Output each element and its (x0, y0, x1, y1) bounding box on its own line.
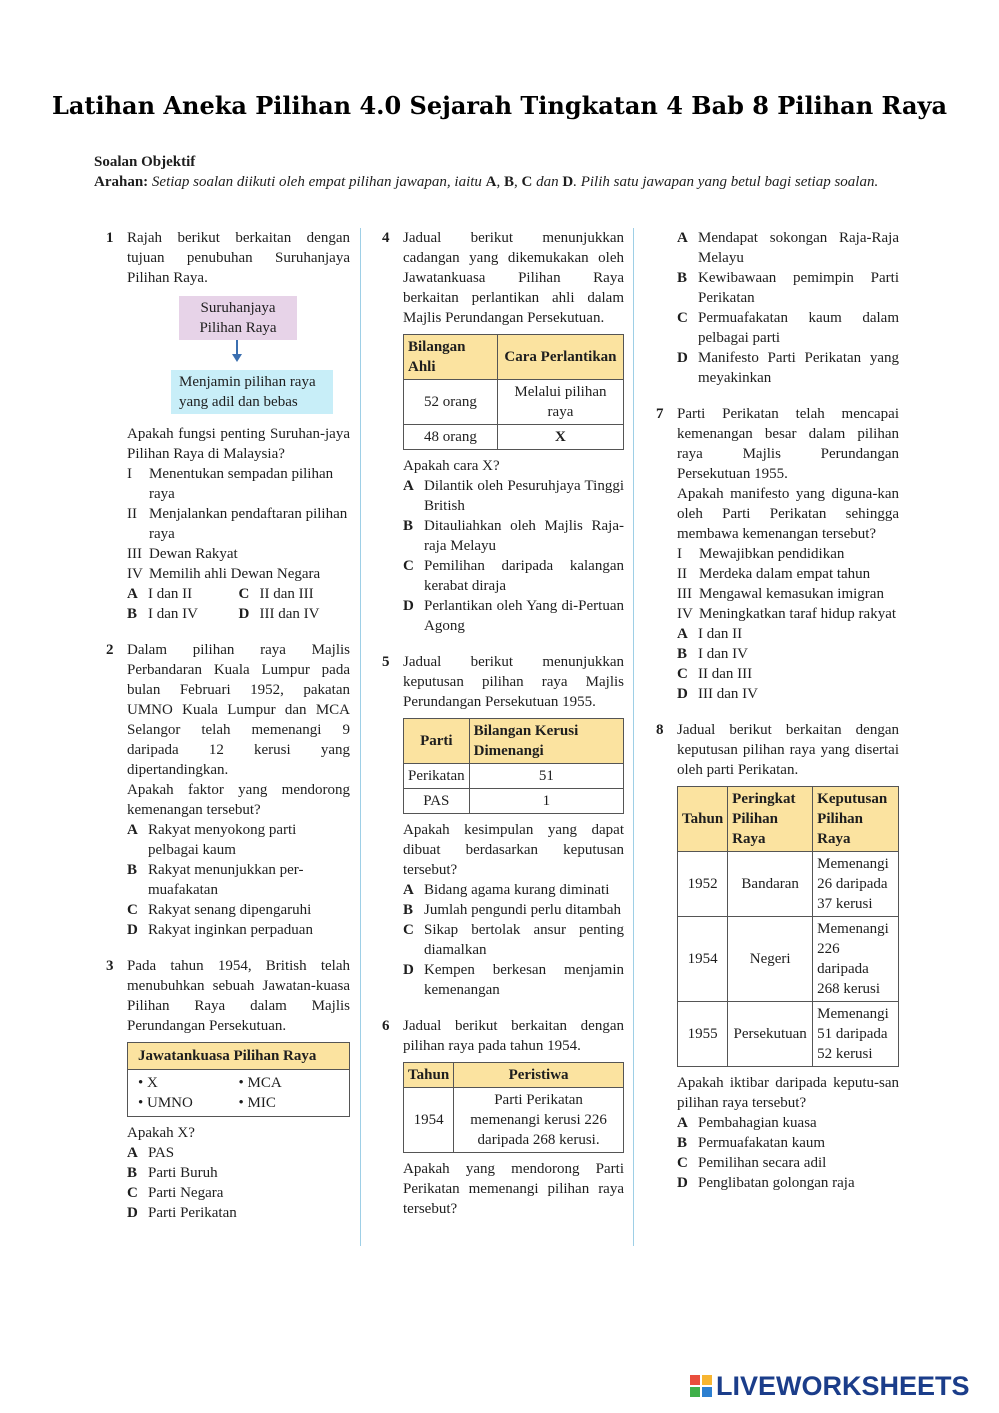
question-7 (656, 404, 899, 704)
statement: II Menjalankan pendaftaran pilihan raya (127, 506, 348, 542)
question-stem: Rajah berikut berkaitan dengan tujuan penubuhan Suruhanjaya Pilihan Raya. (127, 230, 350, 286)
column-3 (656, 228, 899, 1209)
question-ask: Apakah kesimpulan yang dapat dibuat berdasarkan keputusan tersebut? (403, 822, 624, 878)
question-number: 4 (382, 230, 390, 246)
option-b[interactable]: B Kewibawaan pemimpin Parti Perikatan (677, 270, 899, 306)
option-b[interactable]: B I dan IV (127, 606, 198, 622)
table-row: 1954 Negeri Memenangi 226 daripada 268 kerusi (678, 917, 899, 1002)
option-a[interactable]: A Dilantik oleh Pesuruhjaya Tinggi British (403, 478, 624, 514)
instruction-letter-d: D (562, 174, 574, 190)
question-number: 8 (656, 722, 664, 738)
instruction-letter-a: A (485, 174, 497, 190)
table-row: PAS 1 (404, 789, 624, 814)
question-2 (106, 640, 350, 940)
option-d[interactable]: D Parti Perikatan (127, 1205, 237, 1221)
question-1 (106, 228, 350, 624)
question-number: 2 (106, 642, 114, 658)
table-row: Perikatan 51 (404, 764, 624, 789)
option-d[interactable]: D Kempen berkesan menjamin kemenangan (403, 962, 624, 998)
statement: I Menentukan sempadan pilihan raya (127, 466, 334, 502)
question-number: 5 (382, 654, 390, 670)
instruction-letter-c: C (521, 174, 533, 190)
option-b[interactable]: B Jumlah pengundi perlu ditambah (403, 902, 622, 918)
instructions (94, 152, 900, 192)
option-a[interactable]: A Mendapat sokongan Raja-Raja Melayu (677, 230, 899, 266)
question-stem: Dalam pilihan raya Majlis Perbandaran Kuala Lumpur pada bulan Februari 1952, pakatan UMNO Kuala Lumpur dan MCA Selangor telah memenangi 9 daripada 12 kerusi yang dipertandingkan. (127, 642, 350, 778)
question-ask: Apakah manifesto yang diguna-kan oleh Parti Perikatan sehingga membawa kemenangan tersebut? (677, 486, 899, 542)
option-a[interactable]: A Rakyat menyokong parti pelbagai kaum (127, 822, 297, 858)
question-number: 3 (106, 958, 114, 974)
instruction-part-1: Setiap soalan diikuti oleh empat pilihan jawapan, iaitu (151, 174, 482, 190)
table-header: Peringkat Pilihan Raya (728, 787, 813, 852)
option-c[interactable]: C Pemilihan daripada kalangan kerabat diraja (403, 558, 624, 594)
option-a[interactable]: A I dan II (677, 626, 743, 642)
table-header: Bilangan Ahli (404, 335, 498, 380)
arrow-down-icon (227, 340, 247, 364)
instruction-label: Arahan: (94, 174, 149, 190)
question-5 (382, 652, 624, 1000)
option-c[interactable]: C Parti Negara (127, 1185, 224, 1201)
table-header: Cara Perlantikan (497, 335, 623, 380)
question-6 (382, 1016, 624, 1219)
committee-box (127, 1042, 350, 1117)
column-divider (633, 228, 634, 1246)
question-stem: Jadual berikut berkaitan dengan keputusan pilihan raya yang disertai oleh parti Perikatan. (677, 722, 899, 778)
option-a[interactable]: A PAS (127, 1145, 175, 1161)
question-ask: Apakah faktor yang mendorong kemenangan tersebut? (127, 782, 350, 818)
option-b[interactable]: B Parti Buruh (127, 1165, 218, 1181)
diagram (127, 296, 350, 414)
question-ask: Apakah yang mendorong Parti Perikatan memenangi pilihan raya tersebut? (403, 1161, 624, 1217)
table-row: 1954 Parti Perikatan memenangi kerusi 226 daripada 268 kerusi. (404, 1088, 624, 1153)
committee-item: • MCA (238, 1075, 282, 1091)
option-d[interactable]: D Penglibatan golongan raja (677, 1175, 855, 1191)
diagram-box-purpose: Menjamin pilihan raya yang adil dan bebas (171, 370, 333, 414)
question-number: 6 (382, 1018, 390, 1034)
instruction-letter-b: B (504, 174, 515, 190)
statement: I Mewajibkan pendidikan (677, 546, 845, 562)
question-6-options (656, 228, 899, 388)
table-row: 48 orang X (404, 425, 624, 450)
option-c[interactable]: C Rakyat senang dipengaruhi (127, 902, 312, 918)
table-header: Tahun (678, 787, 728, 852)
logo-text: LIVEWORKSHEETS (716, 1371, 970, 1401)
option-d[interactable]: D Perlantikan oleh Yang di-Pertuan Agong (403, 598, 624, 634)
option-c[interactable]: C II dan III (677, 666, 753, 682)
table-header: Keputusan Pilihan Raya (813, 787, 899, 852)
question-stem: Jadual berikut berkaitan dengan pilihan raya pada tahun 1954. (403, 1018, 624, 1054)
option-d[interactable]: D III dan IV (677, 686, 758, 702)
question-number: 7 (656, 406, 664, 422)
question-4 (382, 228, 624, 636)
instruction-text: Arahan: Setiap soalan diikuti oleh empat pilihan jawapan, iaitu A, B, C dan D. Pilih satu jawapan yang betul bagi setiap soalan. (94, 174, 879, 190)
committee-item: • X (138, 1075, 158, 1091)
option-a[interactable]: A Pembahagian kuasa (677, 1115, 817, 1131)
statement: IV Meningkatkan taraf hidup rakyat (677, 606, 897, 622)
question-ask: Apakah X? (127, 1125, 195, 1141)
results-table (403, 718, 624, 814)
instruction-part-2: . Pilih satu jawapan yang betul bagi setiap soalan. (573, 174, 879, 190)
option-d[interactable]: D Manifesto Parti Perikatan yang meyakinkan (677, 350, 899, 386)
section-heading: Soalan Objektif (94, 154, 196, 170)
question-stem: Jadual berikut menunjukkan keputusan pilihan raya Majlis Perundangan Persekutuan 1955. (403, 654, 624, 710)
option-c[interactable]: C Pemilihan secara adil (677, 1155, 827, 1171)
committee-item: • MIC (238, 1095, 276, 1111)
column-1 (106, 228, 350, 1239)
instruction-and: dan (536, 174, 559, 190)
table-header: Bilangan Kerusi Dimenangi (469, 719, 623, 764)
table-row: 52 orang Melalui pilihan raya (404, 380, 624, 425)
option-d[interactable]: D Rakyat inginkan perpaduan (127, 922, 313, 938)
question-ask: Apakah fungsi penting Suruhan-jaya Pilihan Raya di Malaysia? (127, 426, 350, 462)
appointment-table (403, 334, 624, 450)
committee-box-title: Jawatankuasa Pilihan Raya (128, 1043, 349, 1070)
question-8 (656, 720, 899, 1193)
table-header: Parti (404, 719, 470, 764)
option-c[interactable]: C Permuafakatan kaum dalam pelbagai parti (677, 310, 899, 346)
liveworksheets-logo (690, 1371, 970, 1401)
statement: II Merdeka dalam empat tahun (677, 566, 871, 582)
election-results-table (677, 786, 899, 1067)
option-b[interactable]: B I dan IV (677, 646, 748, 662)
question-ask: Apakah iktibar daripada keputu-san pilihan raya tersebut? (677, 1075, 899, 1111)
option-a[interactable]: A I dan II (127, 586, 193, 602)
option-b[interactable]: B Ditauliahkan oleh Majlis Raja-raja Melayu (403, 518, 624, 554)
option-c[interactable]: C Sikap bertolak ansur penting diamalkan (403, 922, 624, 958)
statement: IV Memilih ahli Dewan Negara (127, 566, 321, 582)
event-table (403, 1062, 624, 1153)
statement: III Mengawal kemasukan imigran (677, 586, 884, 602)
option-a[interactable]: A Bidang agama kurang diminati (403, 882, 610, 898)
question-stem: Pada tahun 1954, British telah menubuhkan sebuah Jawatan-kuasa Pilihan Raya dalam Majlis Perundangan Persekutuan. (127, 958, 350, 1034)
question-stem: Parti Perikatan telah mencapai kemenangan besar dalam pilihan raya Majlis Perundangan Persekutuan 1955. (677, 406, 899, 482)
statement: III Dewan Rakyat (127, 546, 238, 562)
column-2 (382, 228, 624, 1235)
question-ask: Apakah cara X? (403, 458, 500, 474)
column-divider (360, 228, 361, 1246)
option-c[interactable]: C II dan III (238, 586, 314, 602)
table-row: 1955 Persekutuan Memenangi 51 daripada 52 kerusi (678, 1002, 899, 1067)
question-3 (106, 956, 350, 1223)
logo-icon (690, 1375, 712, 1397)
question-number: 1 (106, 230, 114, 246)
option-b[interactable]: B Rakyat menunjukkan per-muafakatan (127, 862, 304, 898)
option-b[interactable]: B Permuafakatan kaum (677, 1135, 826, 1151)
table-header: Tahun (404, 1063, 454, 1088)
table-header: Peristiwa (454, 1063, 624, 1088)
diagram-box-commission: Suruhanjaya Pilihan Raya (179, 296, 297, 340)
question-stem: Jadual berikut menunjukkan cadangan yang dikemukakan oleh Jawatankuasa Pilihan Raya berkaitan perlantikan ahli dalam Majlis Perundangan Persekutuan. (403, 230, 624, 326)
option-d[interactable]: D III dan IV (238, 606, 320, 622)
page-title: Latihan Aneka Pilihan 4.0 Sejarah Tingkatan 4 Bab 8 Pilihan Raya (51, 91, 948, 120)
committee-item: • UMNO (138, 1095, 193, 1111)
table-row: 1952 Bandaran Memenangi 26 daripada 37 kerusi (678, 852, 899, 917)
